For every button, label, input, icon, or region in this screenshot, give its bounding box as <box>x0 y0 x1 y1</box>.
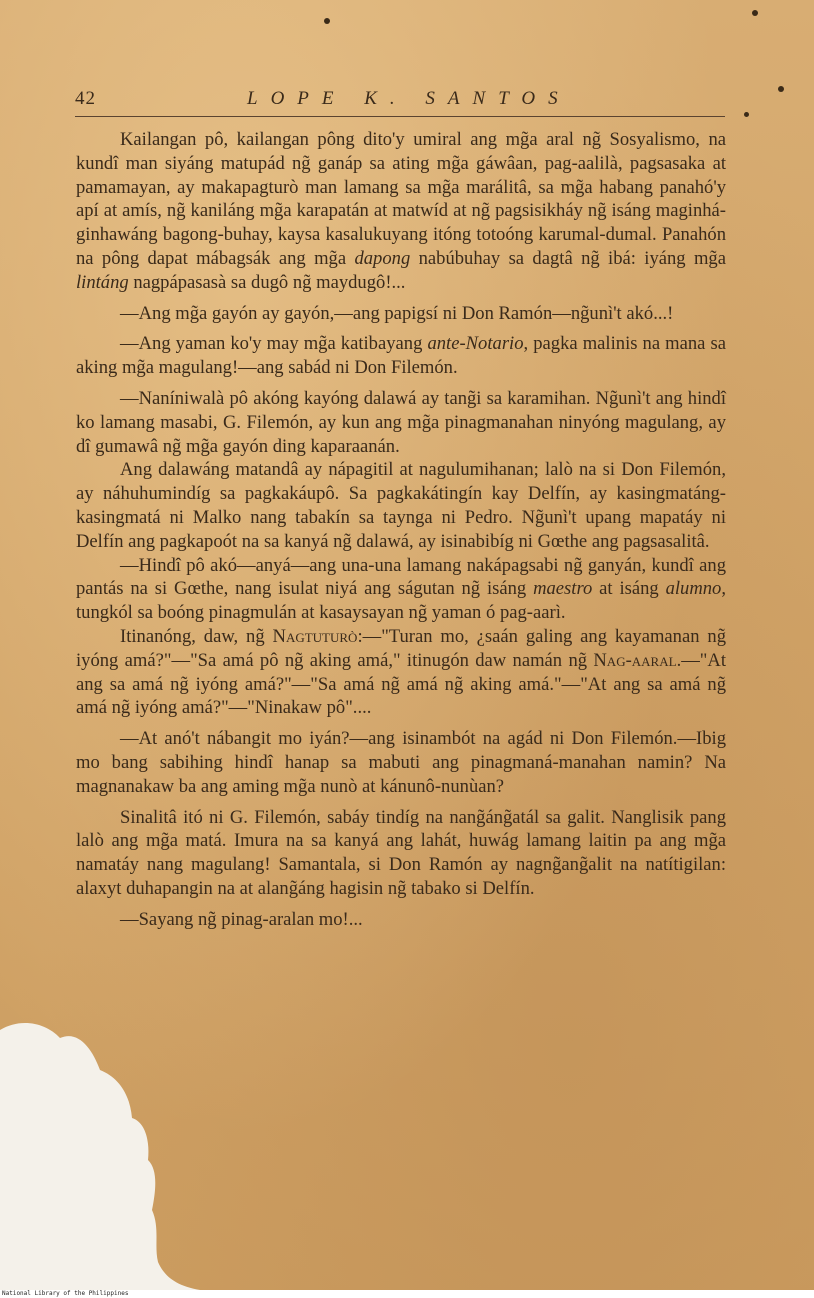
ink-speck <box>752 10 758 16</box>
ink-speck <box>778 86 784 92</box>
paragraph: —Naníniwalà pô akóng kayóng dalawá ay tang̃i sa karamihan. Ng̃unì't ang hindî ko lamang masabi, G. Filemón, ay kun ang mg̃a pinagmanahan ninyóng magulang, ay dî gumawâ ng̃ mg̃a gayón ding kaparaanán. <box>76 387 726 457</box>
body-text <box>76 128 726 932</box>
paragraph: Itinanóng, daw, ng̃ Nagtuturò:—"Turan mo, ¿saán galing ang kayamanan ng̃ iyóng amá?"—"Sa amá pô ng̃ aking amá," itinugón daw namán ng̃ Nag-aaral.—"At ang sa amá ng̃ iyóng amá?"—"Sa amá ng̃ amá ng̃ aking amá."—"At ang sa amá ng̃ amá ng̃ iyóng amá?"—"Ninakaw pô".... <box>76 625 726 719</box>
ink-speck <box>324 18 330 24</box>
paragraph: Ang dalawáng matandâ ay nápagitil at nagulumihanan; lalò na si Don Filemón, ay náhuhumindíg sa pagkakáupô. Sa pagkakátingín kay Delfín, ay kasingmatáng-kasingmatá ni Malko nang tabakín sa taynga ni Pedro. Ng̃unì't upang mapatáy ni Delfín ang pagkapoót na sa kanyá ng̃ dalawá, ay isinabibíg ni Gœthe ang pagsasalitâ. <box>76 459 726 552</box>
running-head: LOPE K. SANTOS <box>247 88 571 109</box>
page-header <box>75 88 725 117</box>
torn-corner <box>0 1000 260 1298</box>
paragraph: —Ang yaman ko'y may mg̃a katibayang ante-Notario, pagka malinis na mana sa aking mg̃a magulang!—ang sabád ni Don Filemón. <box>76 333 726 379</box>
paragraph: —Hindî pô akó—anyá—ang una-una lamang nakápagsabi ng̃ ganyán, kundî ang pantás na si Gœthe, nang isulat niyá ang ságutan ng̃ isáng maestro at isáng alumno, tungkól sa boóng pinagmulán at kasaysayan ng̃ yaman ó pag-aarì. <box>76 554 726 624</box>
paragraph: Kailangan pô, kailangan pông dito'y umiral ang mg̃a aral ng̃ Sosyalismo, na kundî man siyáng matupád ng̃ ganáp sa ating mg̃a gáwâan, pag-aalilà, pagsasaka at pamamayan, ay makapagturò man lamang sa mg̃a marálitâ, sa mg̃a habang panahó'y apí at amís, ng̃ kaniláng mg̃a karapatán at matwíd at ng̃ pagsisikháy ng̃ isáng maginhá-ginhawáng bagong-buhay, kaysa kasalukuyang itóng totoóng karumal-dumal. Panahón na pông dapat mábagsák ang mg̃a dapong nabúbuhay sa dagtâ ng̃ ibá: iyáng mg̃a lintáng nagpápasasà sa dugô ng̃ maydugô!... <box>76 129 726 293</box>
paragraph: Sinalitâ itó ni G. Filemón, sabáy tindíg na nang̃áng̃atál sa galit. Nanglisik pang lalò ang mg̃a matá. Imura na sa kanyá ang lahát, huwág lamang laitin pa ang mg̃a namatáy nang magulang! Samantala, si Don Ramón ay nagng̃ang̃alit na natítigilan: alaxyt duhapangin na at alang̃áng hagisin ng̃ tabako si Delfín. <box>76 806 726 899</box>
paragraph: —At anó't nábangit mo iyán?—ang isinambót na agád ni Don Filemón.—Ibig mo bang sabihing hindî hanap sa mabuti ang pinagmaná-manahan namin? Na magnanakaw ba ang aming mg̃a nunò at kánunô-nunùan? <box>76 728 726 797</box>
paragraph: —Ang mg̃a gayón ay gayón,—ang papigsí ni Don Ramón—ng̃unì't akó...! <box>120 302 674 324</box>
library-credit: National Library of the Philippines <box>0 1290 814 1298</box>
page-number: 42 <box>75 88 96 109</box>
ink-speck <box>744 112 749 117</box>
paragraph: —Sayang ng̃ pinag-aralan mo!... <box>120 908 363 930</box>
